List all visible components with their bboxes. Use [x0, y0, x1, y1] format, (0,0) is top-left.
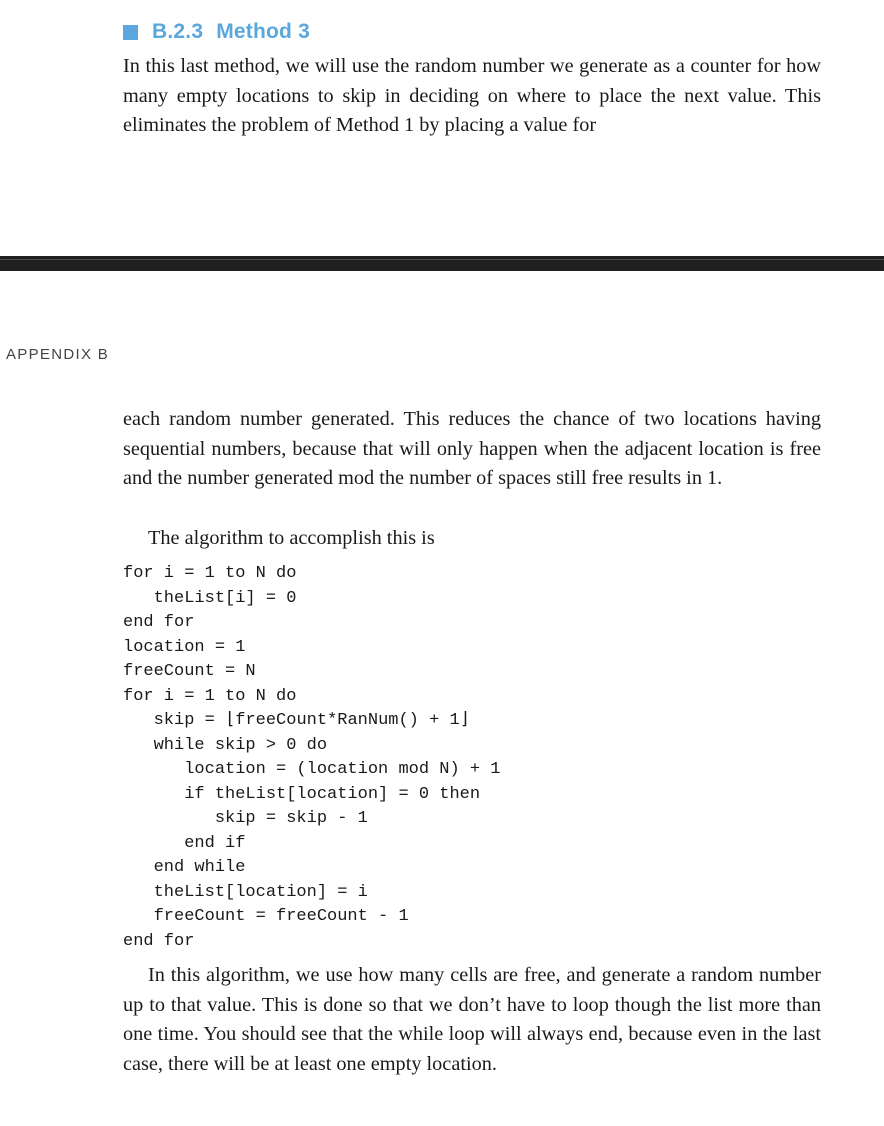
code-line: if theList[location] = 0 then — [123, 784, 481, 804]
running-head: APPENDIX B — [6, 346, 110, 363]
code-line: while skip > 0 do — [123, 735, 328, 755]
code-line: freeCount = N — [123, 662, 256, 681]
section-number: B.2.3 — [152, 20, 204, 43]
paragraph-final: In this algorithm, we use how many cells are free, and generate a random number up to that value. This is done so that we don’t have to loop though the list more than one time. You should see that the while loop will always end, because even in the last case, there will be at least one empty location. — [123, 964, 821, 1075]
code-line: for i = 1 to N do — [123, 564, 297, 583]
section-heading — [123, 20, 310, 44]
code-line: location = 1 — [123, 637, 246, 657]
code-block — [123, 562, 500, 954]
paragraph-intro: The algorithm to accomplish this is — [148, 527, 435, 549]
paragraph-continued: each random number generated. This reduces the chance of two locations having sequential numbers, because that will only happen when the adjacent location is free and the number generated mod the number of spaces still free results in 1. — [123, 408, 821, 489]
code-line: end while — [123, 858, 246, 877]
code-line: skip = ⌊freeCount*RanNum() + 1⌋ — [123, 711, 470, 730]
code-line: end for — [123, 931, 195, 951]
code-line: end for — [123, 613, 195, 632]
code-line: freeCount = freeCount - 1 — [123, 907, 409, 926]
section-title: Method 3 — [216, 20, 310, 43]
page-divider — [0, 256, 884, 271]
section-square-icon — [123, 25, 138, 40]
code-line: for i = 1 to N do — [123, 686, 297, 706]
code-line: theList[location] = i — [123, 882, 368, 902]
paragraph-top: In this last method, we will use the random number we generate as a counter for how many empty locations to skip in deciding on where to place the next value. This eliminates the problem of Method 1 by placing a value for — [123, 55, 821, 136]
code-line: location = (location mod N) + 1 — [123, 760, 501, 779]
code-line: theList[i] = 0 — [123, 588, 297, 608]
code-line: skip = skip - 1 — [123, 809, 368, 828]
code-line: end if — [123, 833, 246, 853]
